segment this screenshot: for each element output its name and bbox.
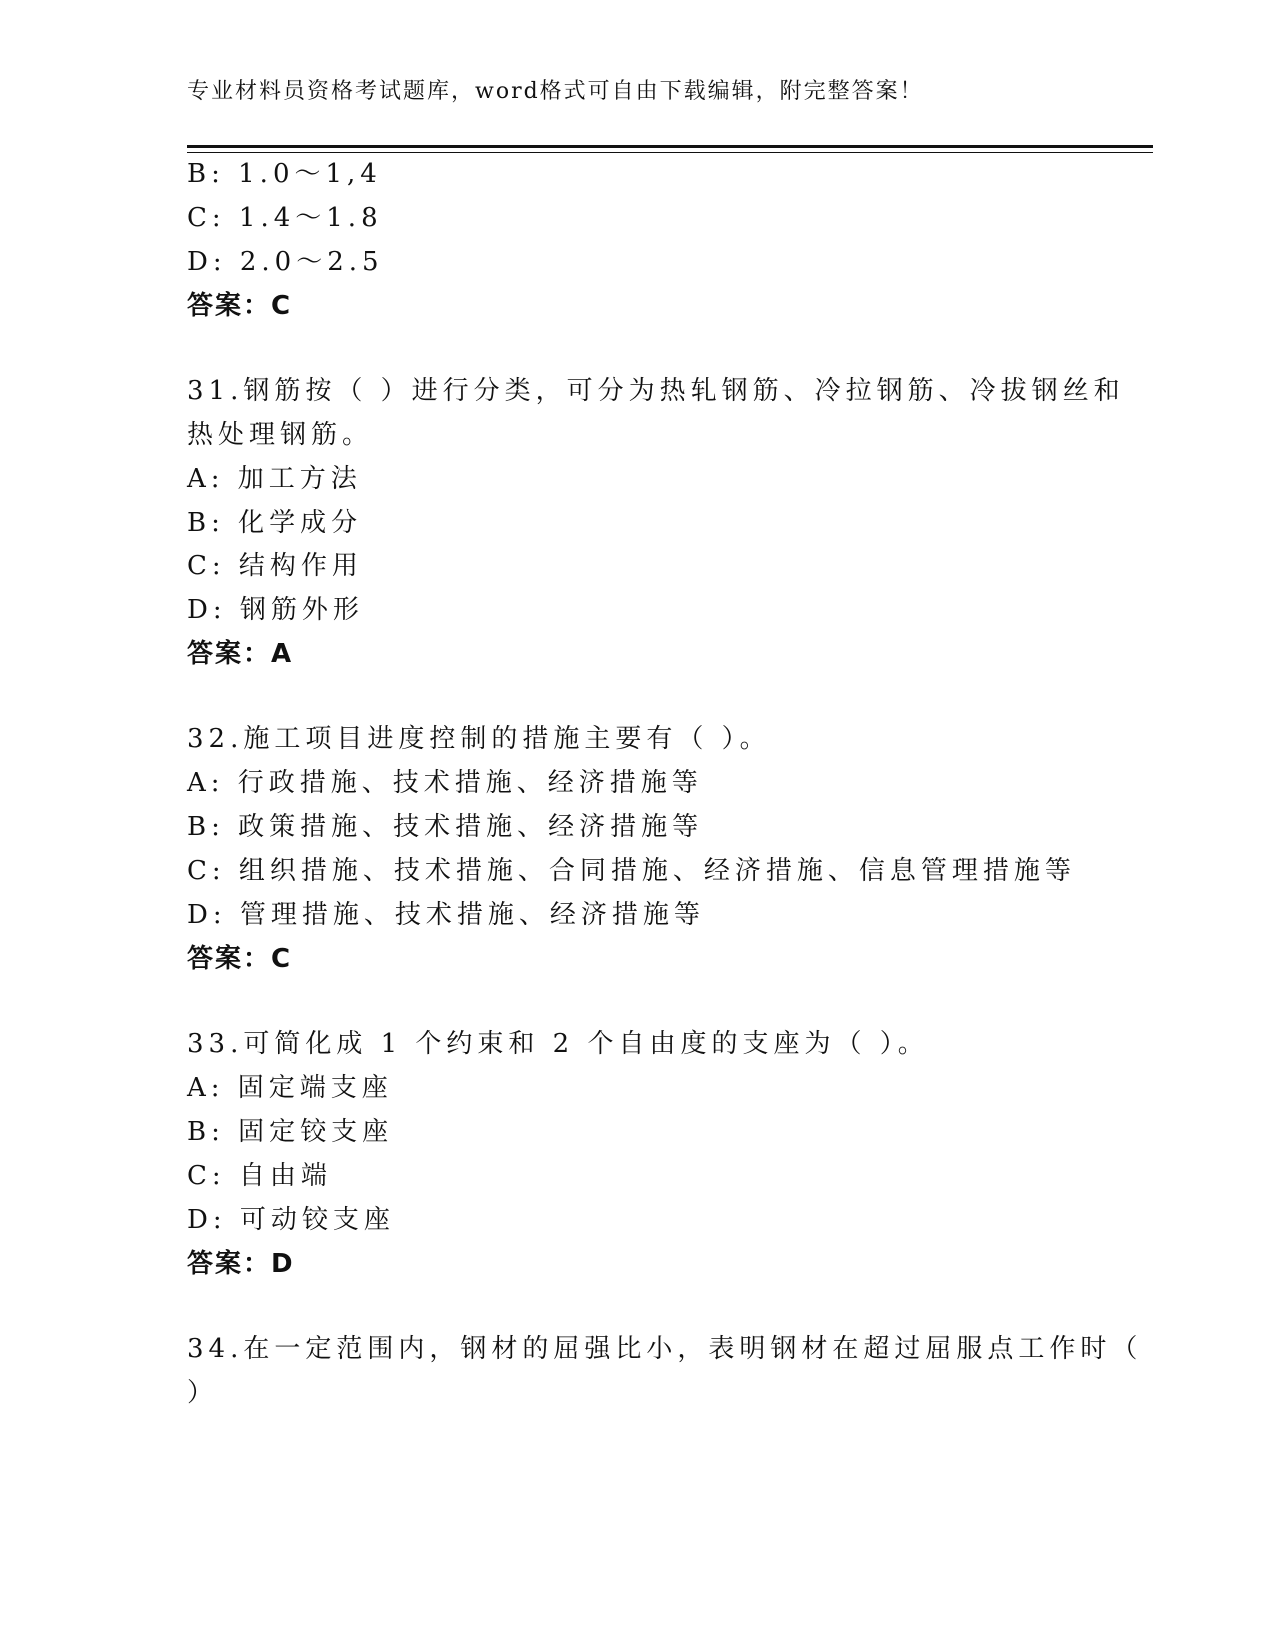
q31-option-b: B: 化学成分 (187, 508, 363, 538)
page-header: 专业材料员资格考试题库，word格式可自由下载编辑，附完整答案！ (187, 79, 924, 104)
q31-stem-line1: 31.钢筋按（ ）进行分类，可分为热轧钢筋、冷拉钢筋、冷拔钢丝和 (187, 376, 1125, 406)
q31-option-c: C: 结构作用 (187, 551, 363, 581)
prev-option-b: B: 1.0～1,4 (187, 159, 382, 189)
q32-stem: 32.施工项目进度控制的措施主要有（ ）。 (187, 724, 771, 754)
q34-stem-line1: 34.在一定范围内，钢材的屈强比小，表明钢材在超过屈服点工作时（ (187, 1334, 1143, 1364)
q33-option-c: C: 自由端 (187, 1161, 332, 1191)
q31-option-a: A: 加工方法 (187, 464, 362, 494)
q32-answer: 答案：C (187, 944, 293, 974)
q32-option-d: D: 管理措施、技术措施、经济措施等 (187, 900, 705, 930)
q32-option-c: C: 组织措施、技术措施、合同措施、经济措施、信息管理措施等 (187, 856, 1076, 886)
q33-option-a: A: 固定端支座 (187, 1073, 393, 1103)
header-rule-thick (187, 145, 1153, 148)
header-rule-thin (187, 152, 1153, 153)
q31-answer: 答案：A (187, 639, 294, 669)
q32-option-b: B: 政策措施、技术措施、经济措施等 (187, 812, 704, 842)
prev-answer: 答案：C (187, 291, 293, 321)
prev-option-d: D: 2.0～2.5 (187, 247, 384, 277)
q33-option-d: D: 可动铰支座 (187, 1205, 395, 1235)
q31-option-d: D: 钢筋外形 (187, 595, 364, 625)
q34-stem-line2: ） (187, 1378, 219, 1408)
q32-option-a: A: 行政措施、技术措施、经济措施等 (187, 768, 703, 798)
q33-answer: 答案：D (187, 1249, 295, 1279)
q33-stem: 33.可简化成 1 个约束和 2 个自由度的支座为（ ）。 (187, 1029, 929, 1059)
prev-option-c: C: 1.4～1.8 (187, 203, 383, 233)
q33-option-b: B: 固定铰支座 (187, 1117, 394, 1147)
q31-stem-line2: 热处理钢筋。 (187, 420, 374, 450)
